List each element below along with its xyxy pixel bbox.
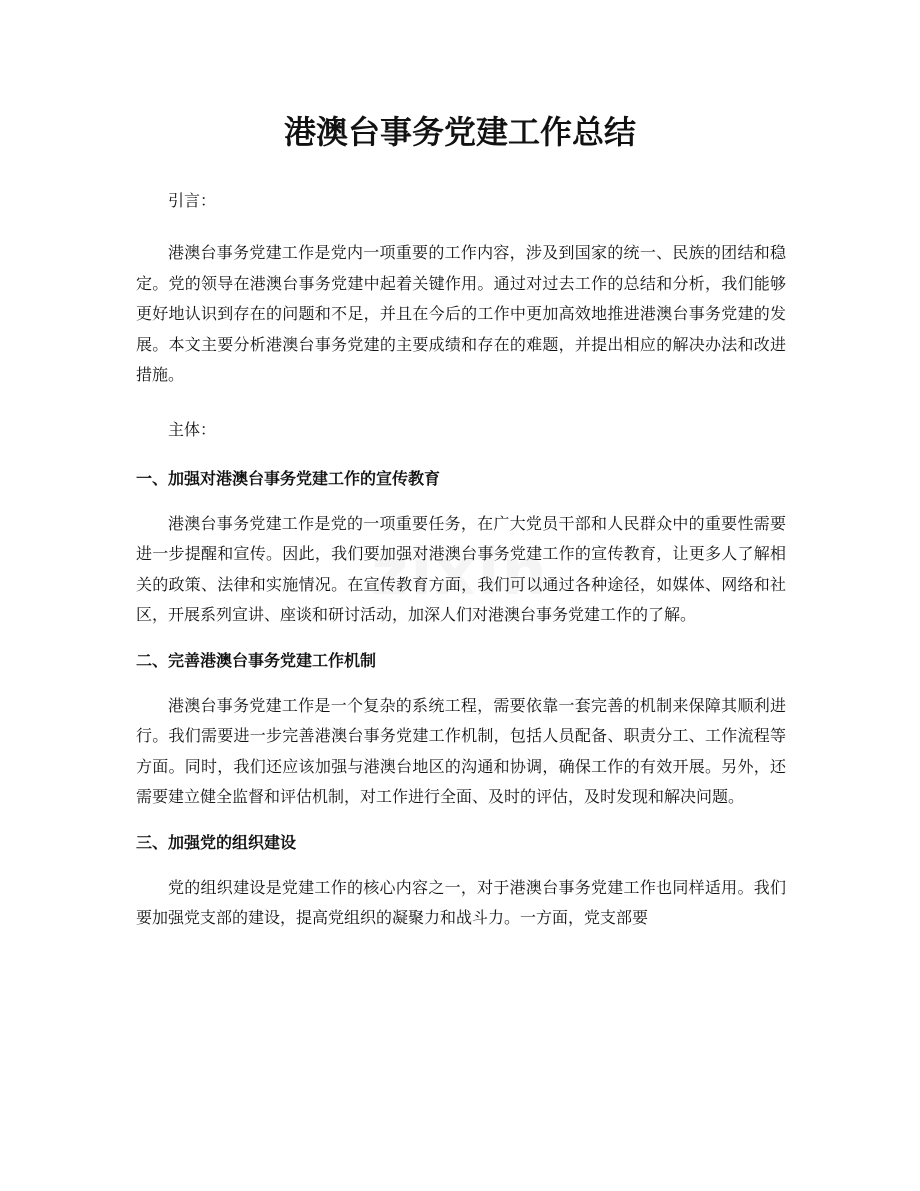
intro-label: 引言： [168,191,217,210]
section-heading-1: 一、加强对港澳台事务党建工作的宣传教育 [136,468,441,488]
document-title: 港澳台事务党建工作总结 [283,113,636,151]
section-paragraph-3: 党的组织建设是党建工作的核心内容之一，对于港澳台事务党建工作也同样适用。我们要加强党支部的建设，提高党组织的凝聚力和战斗力。一方面，党支部要 [136,877,786,927]
document-body [136,182,786,934]
section-paragraph-1: 港澳台事务党建工作是党的一项重要任务，在广大党员干部和人民群众中的重要性需要进一步提醒和宣传。因此，我们要加强对港澳台事务党建工作的宣传教育，让更多人了解相关的政策、法律和实施情况。在宣传教育方面，我们可以通过各种途径，如媒体、网络和社区，开展系列宣讲、座谈和研讨活动，加深人们对港澳台事务党建工作的了解。 [136,513,786,624]
intro-paragraph: 港澳台事务党建工作是党内一项重要的工作内容，涉及到国家的统一、民族的团结和稳定。党的领导在港澳台事务党建中起着关键作用。通过对过去工作的总结和分析，我们能够更好地认识到存在的问题和不足，并且在今后的工作中更加高效地推进港澳台事务党建的发展。本文主要分析港澳台事务党建的主要成绩和存在的难题，并提出相应的解决办法和改进措施。 [136,243,786,384]
section-heading-3: 三、加强党的组织建设 [136,832,297,852]
section-paragraph-2: 港澳台事务党建工作是一个复杂的系统工程，需要依靠一套完善的机制来保障其顺利进行。我们需要进一步完善港澳台事务党建工作机制，包括人员配备、职责分工、工作流程等方面。同时，我们还应该加强与港澳台地区的沟通和协调，确保工作的有效开展。另外，还需要建立健全监督和评估机制，对工作进行全面、及时的评估，及时发现和解决问题。 [136,695,786,806]
main-label: 主体： [168,419,217,439]
watermark-logo: zixin [371,536,549,610]
section-heading-2: 二、完善港澳台事务党建工作机制 [136,650,377,670]
